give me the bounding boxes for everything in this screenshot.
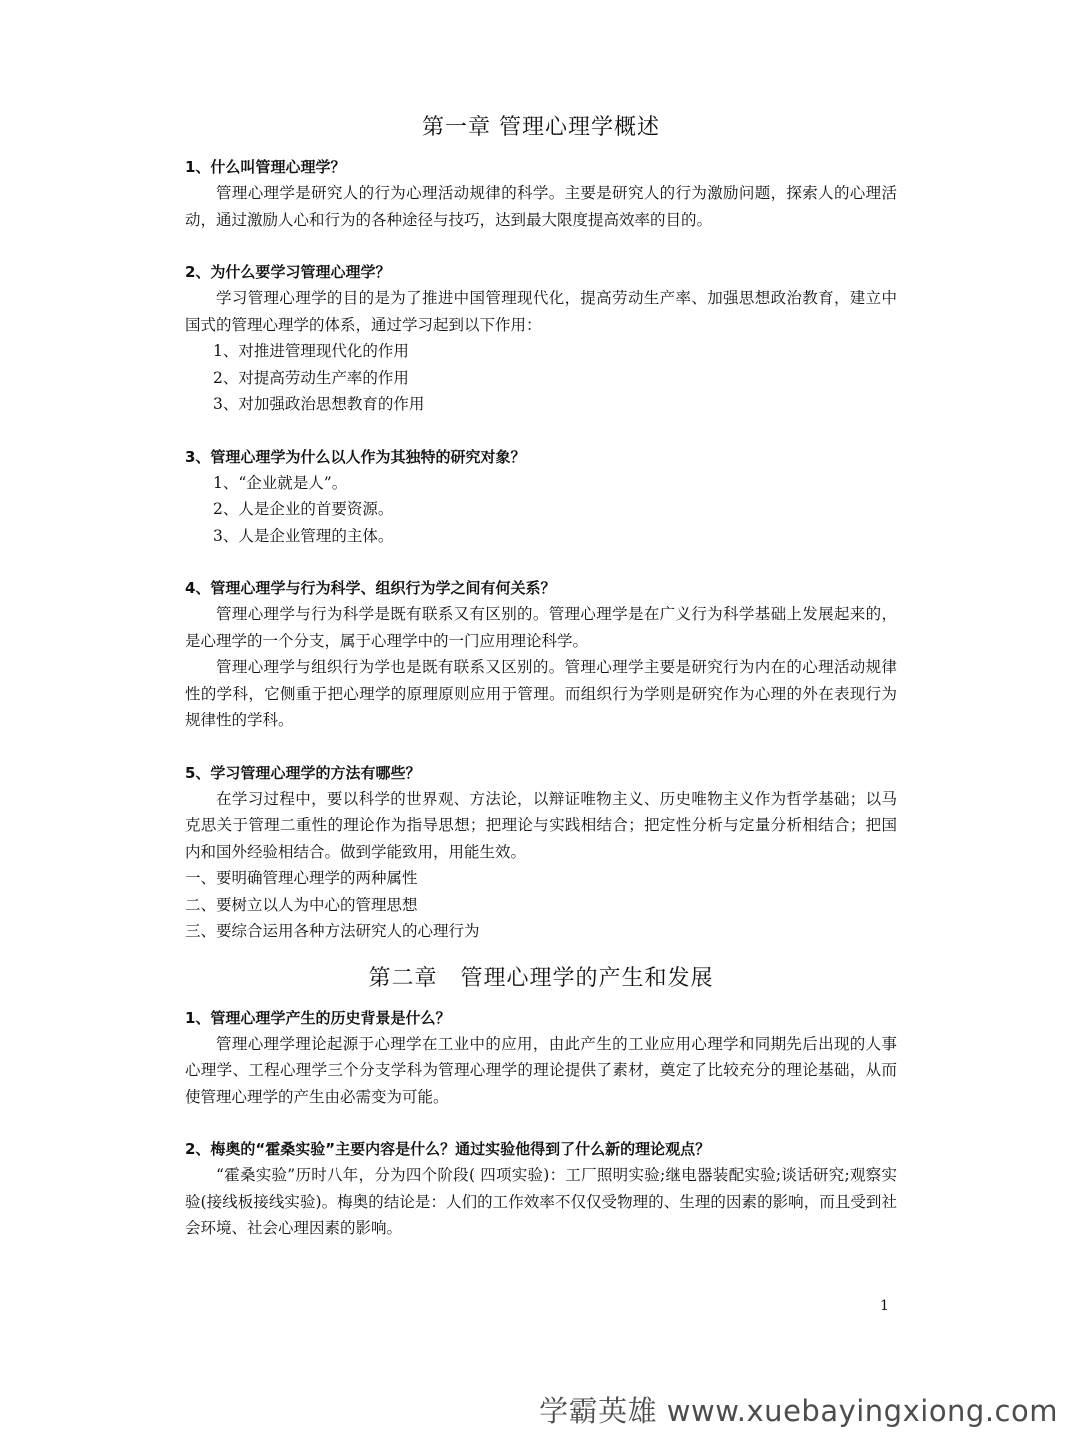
section-gap bbox=[185, 734, 897, 760]
answer-paragraph: 管理心理学与行为科学是既有联系又有区别的。管理心理学是在广义行为科学基础上发展起来的，是心理学的一个分支，属于心理学中的一门应用理论科学。 bbox=[185, 605, 897, 650]
document-page bbox=[185, 112, 897, 1242]
list-item: 3、人是企业管理的主体。 bbox=[213, 526, 394, 545]
list-item: 三、要综合运用各种方法研究人的心理行为 bbox=[185, 922, 480, 940]
question-heading: 1、什么叫管理心理学？ bbox=[185, 158, 346, 176]
section-gap bbox=[185, 1110, 897, 1136]
answer-paragraph: 在学习过程中，要以科学的世界观、方法论，以辩证唯物主义、历史唯物主义作为哲学基础；以马克思关于管理二重性的理论作为指导思想；把理论与实践相结合；把定性分析与定量分析相结合；把国内和国外经验相结合。做到学能致用，用能生效。 bbox=[185, 789, 897, 861]
answer-paragraph: 管理心理学是研究人的行为心理活动规律的科学。主要是研究人的行为激励问题，探索人的心理活动，通过激励人心和行为的各种途径与技巧，达到最大限度提高效率的目的。 bbox=[185, 184, 897, 229]
section-gap bbox=[185, 233, 897, 259]
question-heading: 2、梅奥的“霍桑实验”主要内容是什么？通过实验他得到了什么新的理论观点？ bbox=[185, 1140, 711, 1158]
question-heading: 3、管理心理学为什么以人作为其独特的研究对象？ bbox=[185, 447, 526, 466]
question-heading: 5、学习管理心理学的方法有哪些？ bbox=[185, 763, 421, 782]
list-item: 1、对推进管理现代化的作用 bbox=[213, 342, 409, 360]
question-heading: 1、管理心理学产生的历史背景是什么？ bbox=[185, 1008, 451, 1027]
list-item: 一、要明确管理心理学的两种属性 bbox=[185, 869, 418, 887]
list-item: 2、对提高劳动生产率的作用 bbox=[213, 368, 409, 387]
chapter2-title: 第二章 管理心理学的产生和发展 bbox=[368, 965, 714, 991]
question-heading: 4、管理心理学与行为科学、组织行为学之间有何关系？ bbox=[185, 579, 556, 597]
list-item: 1、“企业就是人”。 bbox=[213, 473, 348, 492]
chapter1-title: 第一章 管理心理学概述 bbox=[422, 115, 660, 140]
list-item: 2、人是企业的首要资源。 bbox=[213, 500, 394, 518]
list-item: 二、要树立以人为中心的管理思想 bbox=[185, 895, 418, 914]
question-heading: 2、为什么要学习管理心理学？ bbox=[185, 263, 391, 281]
list-item: 3、对加强政治思想教育的作用 bbox=[213, 395, 425, 413]
watermark-text: 学霸英雄 www.xuebayingxiong.com bbox=[539, 1394, 1058, 1428]
answer-paragraph: “霍桑实验”历时八年，分为四个阶段( 四项实验)：工厂照明实验;继电器装配实验;谈话研究;观察实验(接线板接线实验)。梅奥的结论是：人们的工作效率不仅仅受物理的、生理的因素的影响，而且受到社会环境、社会心理因素的影响。 bbox=[185, 1166, 897, 1237]
answer-paragraph: 学习管理心理学的目的是为了推进中国管理现代化，提高劳动生产率、加强思想政治教育，建立中国式的管理心理学的体系，通过学习起到以下作用： bbox=[185, 289, 897, 334]
section-gap bbox=[185, 418, 897, 444]
answer-paragraph: 管理心理学理论起源于心理学在工业中的应用，由此产生的工业应用心理学和同期先后出现的人事心理学、工程心理学三个分支学科为管理心理学的理论提供了素材，奠定了比较充分的理论基础，从而使管理心理学的产生由必需变为可能。 bbox=[185, 1034, 897, 1106]
answer-paragraph: 管理心理学与组织行为学也是既有联系又区别的。管理心理学主要是研究行为内在的心理活动规律性的学科，它侧重于把心理学的原理原则应用于管理。而组织行为学则是研究作为心理的外在表现行为规律性的学科。 bbox=[185, 658, 897, 729]
section-gap bbox=[185, 549, 897, 575]
page-number: 1 bbox=[880, 1298, 889, 1314]
